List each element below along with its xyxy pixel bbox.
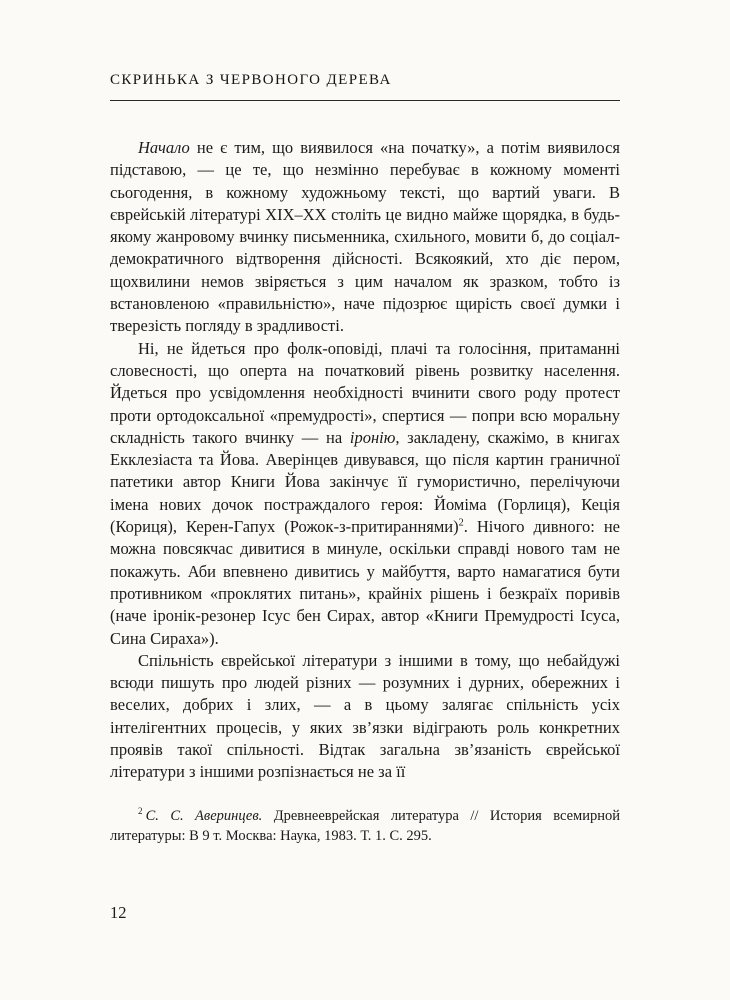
header-rule xyxy=(110,100,620,101)
footnote-text: Древнееврейская литература // История всемирной литературы: В 9 т. Москва: Наука, 1983. Т. 1. С. 295. xyxy=(110,807,620,844)
footnote-marker: 2 xyxy=(138,805,143,816)
body-text xyxy=(110,137,620,784)
paragraph xyxy=(110,650,620,784)
paragraph-text-italic: іронію xyxy=(349,427,396,447)
footnote xyxy=(110,806,620,846)
paragraph-text: Ні, не йдеться про фолк-оповіді, плачі та голосіння, притаманні словесності, що оперта на початковий рівень розвитку населення. Йдеться про усвідомлення необхідності вчинити свого роду протест проти ортодоксальної «премудрості», спертися — попри всю моральну складність такого вчинку — на xyxy=(110,338,620,447)
paragraph-text: , закладену, скажімо, в книгах Екклезіаста та Йова. Аверінцев дивувався, що після картин граничної патетики автор Книги Йова закінчує її гумористично, перелічуючи імена нових дочок постраждалого героя: Йоміма (Горлиця), Кеція (Кориця), Керен-Гапух (Рожок-з-притираннями) xyxy=(110,427,620,537)
page-number: 12 xyxy=(110,903,127,922)
paragraph-lead-italic: Начало xyxy=(138,138,190,157)
paragraph xyxy=(110,338,620,650)
page-footer xyxy=(110,805,620,922)
running-header-title: СКРИНЬКА З ЧЕРВОНОГО ДЕРЕВА xyxy=(110,72,392,88)
paragraph-text: не є тим, що виявилося «на початку», а потім виявилося підставою, — це те, що незмінно перебуває в кожному моменті сьогодення, в кожному художньому тексті, що вартий уваги. В єврейській літературі XIX–XX століть це видно майже щорядка, в будь-якому жанровому вчинку письменника, схильного, мовити б, до соціал-демократичного відтворення дійсності. Всякоякий, хто діє пером, щохвилини немов звіряється з цим началом як зразком, тобто із встановленою «правильністю», наче підозрює щирість своєї думки і тверезість погляду в зрадливості. xyxy=(110,138,620,336)
paragraph xyxy=(110,137,620,338)
paragraph-text: . Нічого дивного: не можна повсякчас дивитися в минуле, оскільки справді нового там не покажуть. Аби впевнено дивитись у майбуття, варто намагатися бути противником «проклятих питань», крайніх рішень і безкраїх поривів (наче іронік-резонер Ісус бен Сирах, автор «Книги Премудрості Ісуса, Сина Сираха»). xyxy=(110,517,620,648)
footnote-author: С. С. Аверинцев. xyxy=(145,807,263,824)
paragraph-text: Спільність єврейської літератури з іншими в тому, що небайдужі всюди пишуть про людей різних — розумних і дурних, обережних і веселих, добрих і злих, — а в цьому залягає спільність усіх інтелігентних процесів, у яких зв’язки відіграють роль конкретних проявів такої спільності. Відтак загальна зв’язаність єврейської літератури з іншими розпізнається не за її xyxy=(110,650,620,782)
running-header xyxy=(110,72,620,101)
footnote-reference: 2 xyxy=(458,517,464,529)
